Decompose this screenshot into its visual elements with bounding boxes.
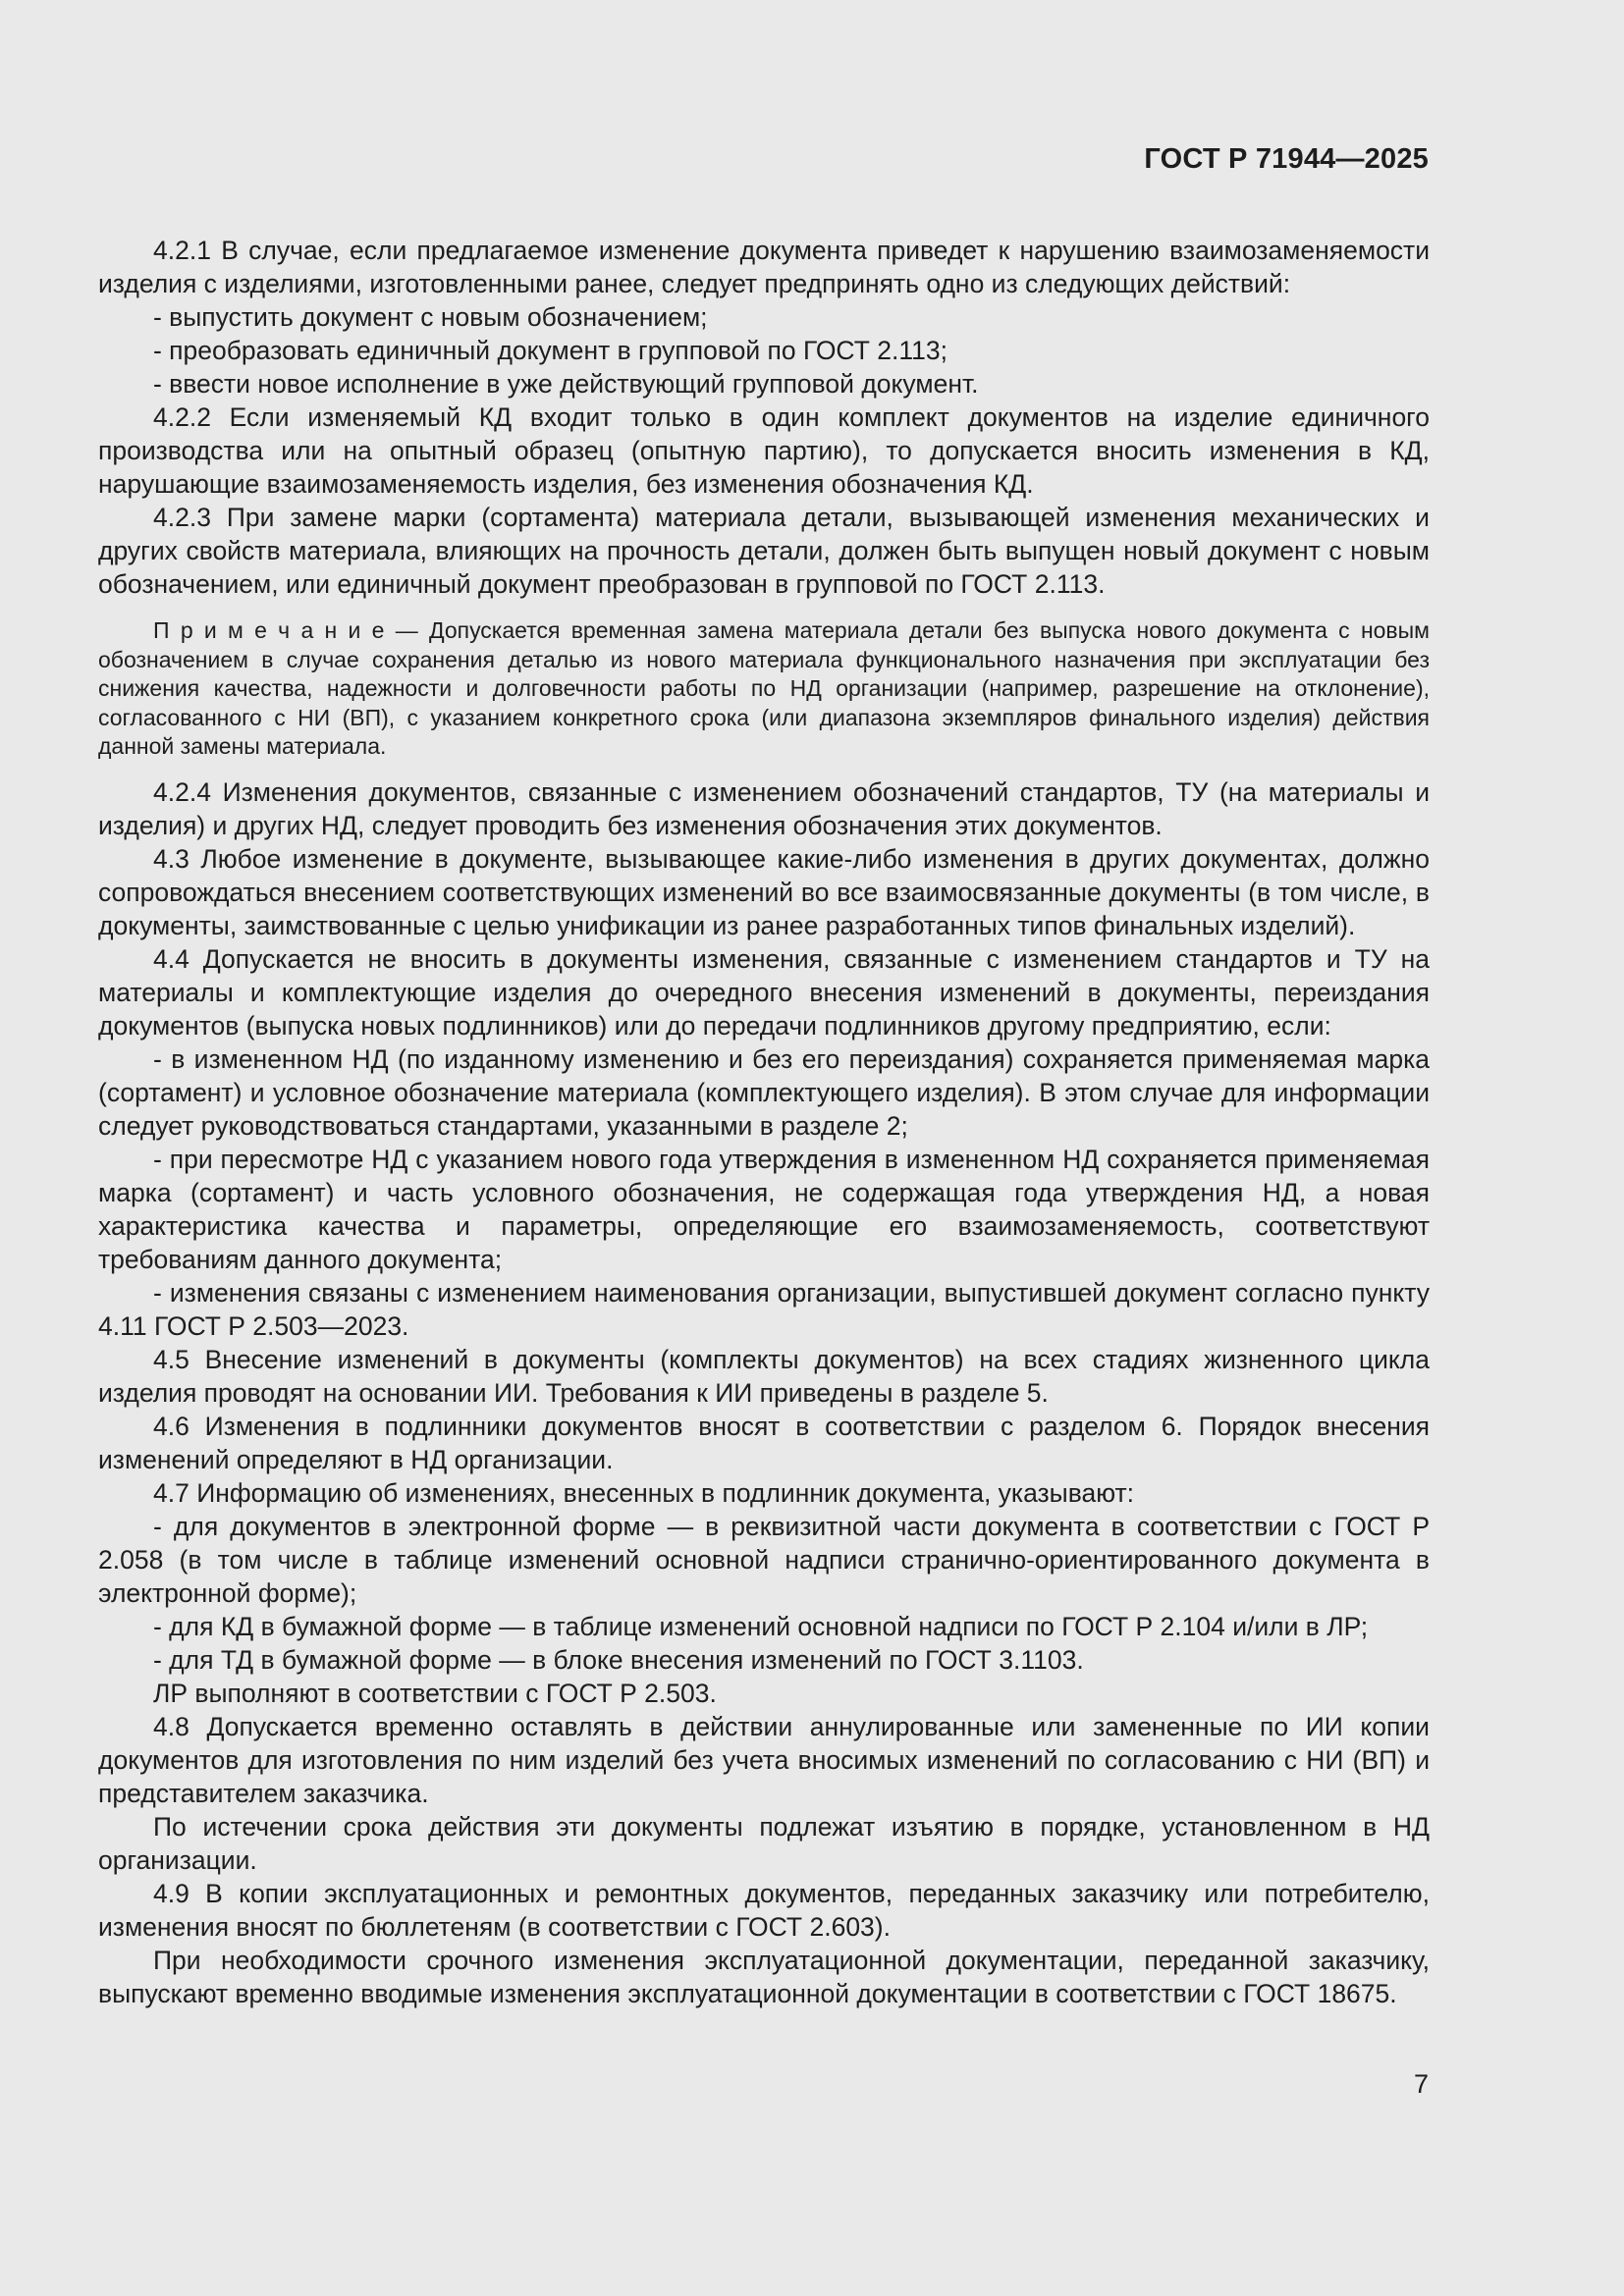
list-item-paragraph: - в измененном НД (по изданному изменению и без его переиздания) сохраняется применяемая марка (сортамент) и условное обозначение материала (комплектующего изделия). В этом случае для информации следует руководствоваться стандартами, указанными в разделе 2;: [98, 1043, 1430, 1141]
paragraph: По истечении срока действия эти документы подлежат изъятию в порядке, установленном в НД организации.: [98, 1811, 1430, 1875]
paragraph: 4.3 Любое изменение в документе, вызывающее какие-либо изменения в других документах, должно сопровождаться внесением соответствующих изменений во все взаимосвязанные документы (в том числе, в документы, заимствованные с целью унификации из ранее разработанных типов финальных изделий).: [98, 843, 1430, 940]
paragraph: 4.5 Внесение изменений в документы (комплекты документов) на всех стадиях жизненного цикла изделия проводят на основании ИИ. Требования к ИИ приведены в разделе 5.: [98, 1344, 1430, 1408]
list-item-paragraph: - ввести новое исполнение в уже действующий групповой документ.: [153, 369, 979, 399]
paragraph: ЛР выполняют в соответствии с ГОСТ Р 2.503.: [153, 1678, 717, 1708]
paragraph: 4.4 Допускается не вносить в документы изменения, связанные с изменением стандартов и ТУ на материалы и комплектующие изделия до очередного внесения изменений в документы, переиздания документов (выпуска новых подлинников) или до передачи подлинников другому предприятию, если:: [98, 943, 1430, 1041]
document-body: [98, 234, 1430, 2010]
paragraph: 4.2.3 При замене марки (сортамента) материала детали, вызывающей изменения механических и других свойств материала, влияющих на прочность детали, должен быть выпущен новый документ с новым обозначением, или единичный документ преобразован в групповой по ГОСТ 2.113.: [98, 503, 1430, 599]
paragraph: 4.9 В копии эксплуатационных и ремонтных документов, переданных заказчику или потребителю, изменения вносят по бюллетеням (в соответствии с ГОСТ 2.603).: [98, 1878, 1430, 1942]
list-item-paragraph: - преобразовать единичный документ в групповой по ГОСТ 2.113;: [153, 336, 947, 365]
paragraph: 4.2.1 В случае, если предлагаемое изменение документа приведет к нарушению взаимозаменяемости изделия с изделиями, изготовленными ранее, следует предпринять одно из следующих действий:: [98, 236, 1430, 298]
page-number: 7: [1413, 2069, 1429, 2099]
paragraph: 4.8 Допускается временно оставлять в действии аннулированные или замененные по ИИ копии документов для изготовления по ним изделий без учета вносимых изменений по согласованию с НИ (ВП) и представителем заказчика.: [98, 1711, 1430, 1808]
paragraph: 4.2.2 Если изменяемый КД входит только в один комплект документов на изделие единичного производства или на опытный образец (опытную партию), то допускается вносить изменения в КД, нарушающие взаимозаменяемость изделия, без изменения обозначения КД.: [98, 402, 1430, 499]
list-item-paragraph: - выпустить документ с новым обозначением;: [153, 302, 708, 332]
list-item-paragraph: - изменения связаны с изменением наименования организации, выпустившей документ согласно пункту 4.11 ГОСТ Р 2.503—2023.: [98, 1277, 1430, 1341]
list-item-paragraph: - при пересмотре НД с указанием нового года утверждения в измененном НД сохраняется применяемая марка (сортамент) и часть условного обозначения, не содержащая года утверждения НД, а новая характеристика качества и параметры, определяющие его взаимозаменяемость, соответствуют требованиям данного документа;: [98, 1144, 1430, 1274]
paragraph: 4.6 Изменения в подлинники документов вносят в соответствии с разделом 6. Порядок внесения изменений определяют в НД организации.: [98, 1411, 1430, 1474]
list-item-paragraph: - для КД в бумажной форме — в таблице изменений основной надписи по ГОСТ Р 2.104 и/или в ЛР;: [153, 1611, 1369, 1641]
paragraph: 4.7 Информацию об изменениях, внесенных в подлинник документа, указывают:: [153, 1477, 1135, 1508]
paragraph: 4.2.4 Изменения документов, связанные с изменением обозначений стандартов, ТУ (на материалы и изделия) и других НД, следует проводить без изменения обозначения этих документов.: [98, 776, 1430, 840]
list-item-paragraph: - для документов в электронной форме — в реквизитной части документа в соответствии с ГОСТ Р 2.058 (в том числе в таблице изменений основной надписи странично-ориентированного документа в электронной форме);: [98, 1511, 1430, 1608]
paragraph: При необходимости срочного изменения эксплуатационной документации, переданной заказчику, выпускают временно вводимые изменения эксплуатационной документации в соответствии с ГОСТ 18675.: [98, 1945, 1430, 2008]
list-item-paragraph: - для ТД в бумажной форме — в блоке внесения изменений по ГОСТ 3.1103.: [153, 1644, 1084, 1675]
note-paragraph: П р и м е ч а н и е — Допускается временная замена материала детали без выпуска нового документа с новым обозначением в случае сохранения деталью из нового материала функционального назначения при эксплуатации без снижения качества, надежности и долговечности работы по НД организации (например, разрешение на отклонение), согласованного с НИ (ВП), с указанием конкретного срока (или диапазона экземпляров финального изделия) действия данной замены материала.: [98, 617, 1430, 759]
running-header: ГОСТ Р 71944—2025: [1144, 143, 1429, 175]
